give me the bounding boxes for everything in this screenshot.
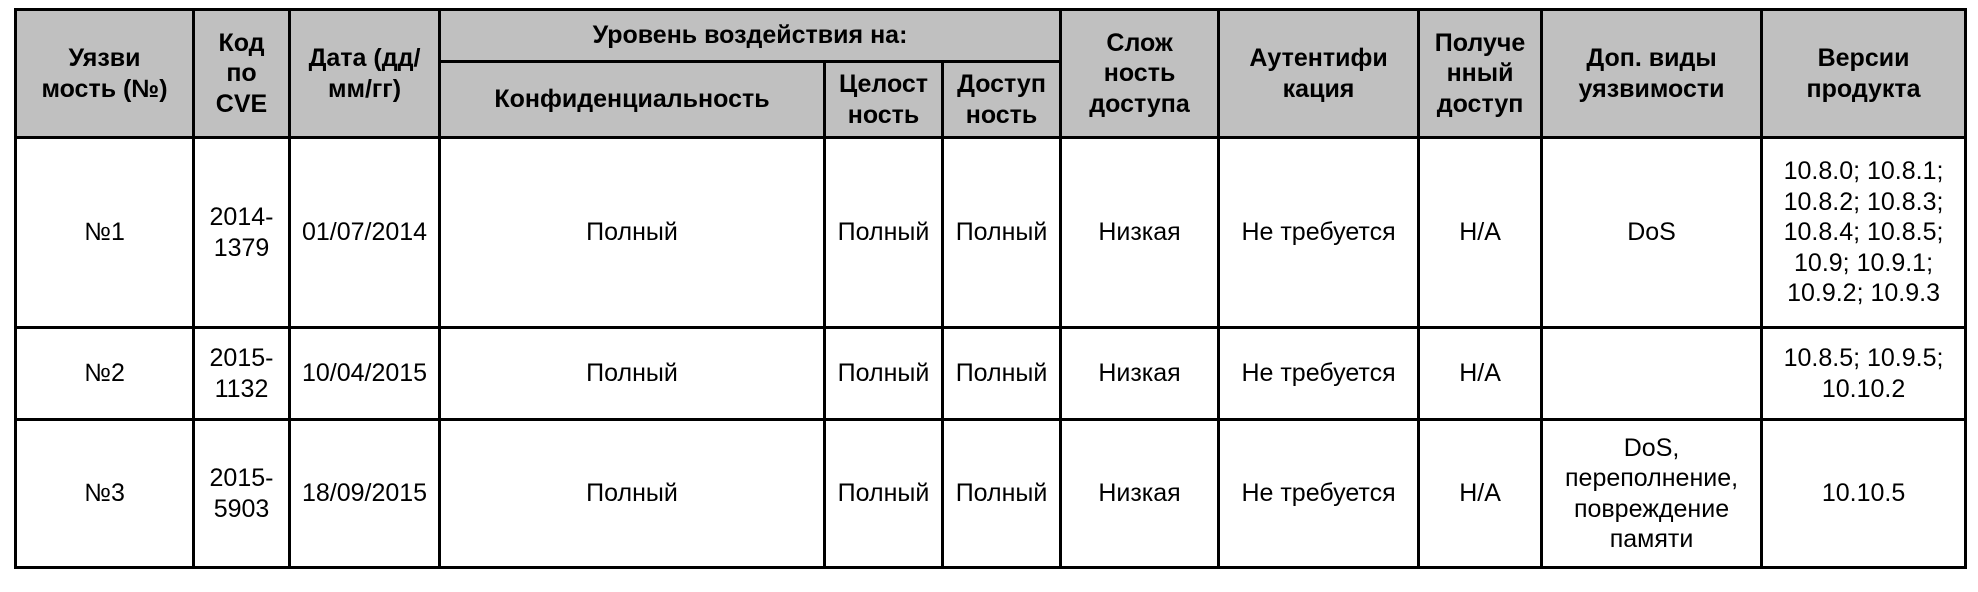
- table-header: [16, 10, 1966, 138]
- column-header-availability: Доступ ность: [943, 62, 1061, 138]
- cell-cve-code: 2014- 1379: [194, 138, 290, 328]
- column-header-cve-code: Код по CVE: [194, 10, 290, 138]
- cell-integrity: Полный: [825, 328, 943, 420]
- cell-vulnerability-number: №2: [16, 328, 194, 420]
- column-header-vulnerability: Уязви мость (№): [16, 10, 194, 138]
- column-header-integrity: Целост ность: [825, 62, 943, 138]
- column-header-product-versions: Версии продукта: [1762, 10, 1966, 138]
- column-header-access-complexity: Слож ность доступа: [1061, 10, 1219, 138]
- cell-authentication: Не требуется: [1219, 420, 1419, 568]
- table-row: [16, 328, 1966, 420]
- column-header-date: Дата (дд/ мм/гг): [290, 10, 440, 138]
- cell-product-versions: 10.10.5: [1762, 420, 1966, 568]
- column-header-obtained-access: Получе нный доступ: [1419, 10, 1542, 138]
- cell-product-versions: 10.8.5; 10.9.5; 10.10.2: [1762, 328, 1966, 420]
- cell-obtained-access: Н/А: [1419, 328, 1542, 420]
- cell-additional-types: DoS, переполнение, повреждение памяти: [1542, 420, 1762, 568]
- cell-availability: Полный: [943, 328, 1061, 420]
- cell-obtained-access: Н/А: [1419, 138, 1542, 328]
- cell-cve-code: 2015- 5903: [194, 420, 290, 568]
- cell-access-complexity: Низкая: [1061, 328, 1219, 420]
- cell-date: 01/07/2014: [290, 138, 440, 328]
- cell-availability: Полный: [943, 420, 1061, 568]
- cell-availability: Полный: [943, 138, 1061, 328]
- cell-authentication: Не требуется: [1219, 138, 1419, 328]
- cell-date: 10/04/2015: [290, 328, 440, 420]
- cell-access-complexity: Низкая: [1061, 138, 1219, 328]
- table-body: [16, 138, 1966, 568]
- cell-access-complexity: Низкая: [1061, 420, 1219, 568]
- cell-vulnerability-number: №3: [16, 420, 194, 568]
- cell-authentication: Не требуется: [1219, 328, 1419, 420]
- column-header-additional-types: Доп. виды уязвимости: [1542, 10, 1762, 138]
- cell-additional-types: DoS: [1542, 138, 1762, 328]
- table-row: [16, 138, 1966, 328]
- cell-obtained-access: Н/А: [1419, 420, 1542, 568]
- vulnerability-table: [14, 8, 1967, 569]
- cell-vulnerability-number: №1: [16, 138, 194, 328]
- cell-confidentiality: Полный: [440, 328, 825, 420]
- cell-confidentiality: Полный: [440, 138, 825, 328]
- cell-date: 18/09/2015: [290, 420, 440, 568]
- header-row-primary: [16, 10, 1966, 62]
- cell-cve-code: 2015- 1132: [194, 328, 290, 420]
- cell-additional-types: [1542, 328, 1762, 420]
- column-header-confidentiality: Конфиденциальность: [440, 62, 825, 138]
- cell-product-versions: 10.8.0; 10.8.1; 10.8.2; 10.8.3; 10.8.4; 10.8.5; 10.9; 10.9.1; 10.9.2; 10.9.3: [1762, 138, 1966, 328]
- table-row: [16, 420, 1966, 568]
- cell-integrity: Полный: [825, 420, 943, 568]
- column-header-authentication: Аутентифи кация: [1219, 10, 1419, 138]
- cell-integrity: Полный: [825, 138, 943, 328]
- column-header-impact-group: Уровень воздействия на:: [440, 10, 1061, 62]
- cell-confidentiality: Полный: [440, 420, 825, 568]
